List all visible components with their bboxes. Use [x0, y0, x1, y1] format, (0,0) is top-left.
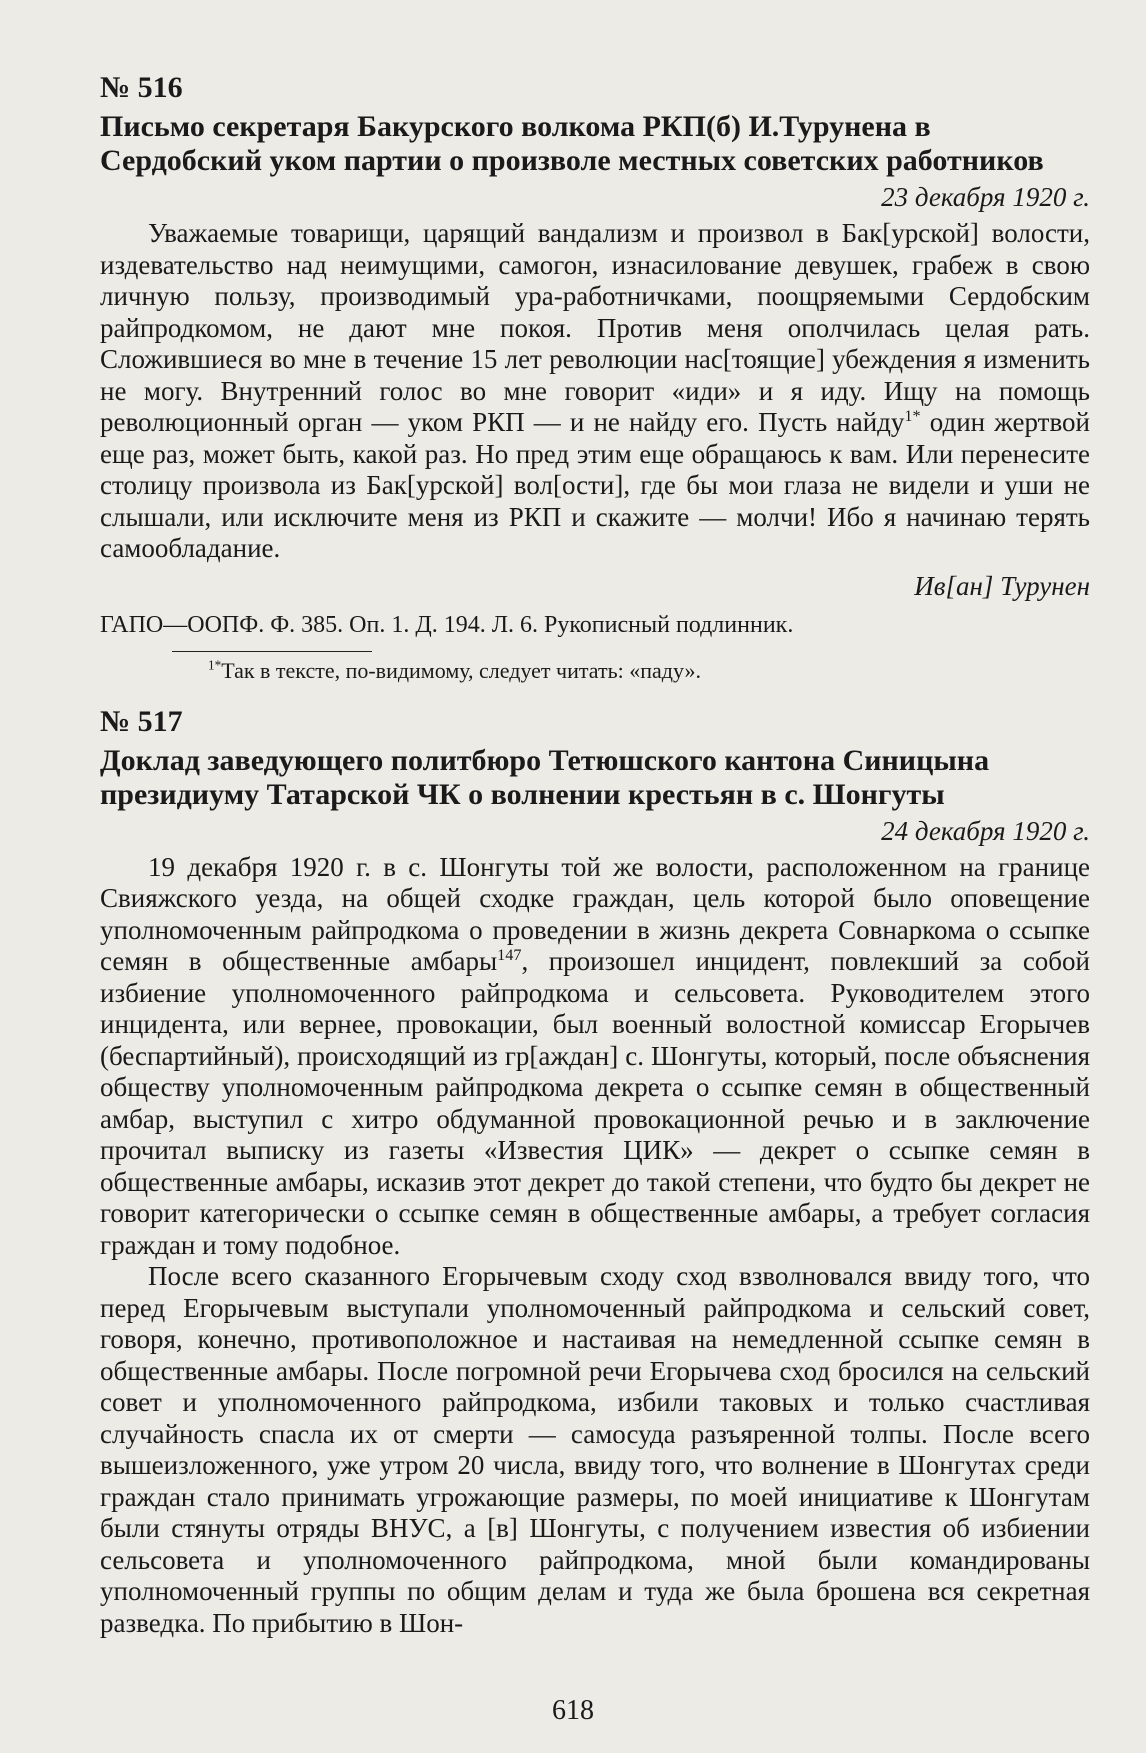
footnote-text: Так в тексте, по-видимому, следует читать: «паду».: [221, 657, 701, 683]
document-number: № 516: [100, 71, 183, 104]
paragraph-text-continued: , произошел инцидент, повлекший за собой избиение уполномоченного райпродкома и сельсовета. Руководителем этого инцидента, или вернее, провокации, был военный волостной комиссар Егорычев (беспартийный), происходящий из гр[аждан] с. Шонгуты, который, после объяснения обществу уполномоченным райпродкома декрета о ссыпке семян в общественный амбар, выступил с хитро обдуманной провокационной речью и в заключение прочитал выписку из газеты «Известия ЦИК» — декрет о ссыпке семян в общественные амбары, исказив этот декрет до такой степени, что будто бы декрет не говорит категорически о ссыпке семян в общественные амбары, а требует согласия граждан и тому подобное.: [100, 946, 1090, 1260]
document-date: 23 декабря 1920 г.: [881, 182, 1090, 212]
endnote-reference: 147: [497, 946, 522, 964]
archive-source: ГАПО—ООПФ. Ф. 385. Оп. 1. Д. 194. Л. 6. Рукописный подлинник.: [100, 611, 794, 638]
footnote-divider: [172, 651, 372, 652]
document-516: [100, 70, 1090, 686]
document-title: Письмо секретаря Бакурского волкома РКП(б) И.Турунена в Сердобский уком партии о произволе местных советских работников: [100, 110, 1044, 177]
body-paragraph: [100, 852, 1090, 1262]
paragraph-text: Уважаемые товарищи, царящий вандализм и произвол в Бак[урской] волости, издевательство над неимущими, самогон, изнасилование девушек, грабеж в свою личную пользу, производимый ура-работничками, поощряемыми Сердобским райпродкомом, не дают мне покоя. Против меня ополчилась целая рать. Сложившиеся во мне в течение 15 лет революции нас[тоящие] убеждения я изменить не могу. Внутренний голос во мне говорит «иди» и я иду. Ищу на помощь революционный орган — уком РКП — и не найду его. Пусть найду: [100, 218, 1090, 437]
body-paragraph: [100, 218, 1090, 565]
paragraph-text: 19 декабря 1920 г. в с. Шонгуты той же волости, расположенном на границе Свияжского уезда, на общей сходке граждан, цель которой было оповещение уполномоченным райпродкома о проведении в жизнь декрета Совнаркома о ссыпке семян в общественные амбары: [100, 851, 1090, 976]
document-517: [100, 704, 1090, 1640]
body-paragraph: После всего сказанного Егорычевым сходу сход взволновался ввиду того, что перед Егорычевым выступали уполномоченный райпродкома и сельский совет, говоря, конечно, противоположное и настаивая на немедленной ссыпке семян в общественные амбары. После погромной речи Егорычева сход бросился на сельский совет и уполномоченного райпродкома, избили таковых и только счастливая случайность спасла их от смерти — самосуда разъяренной толпы. После всего вышеизложенного, уже утром 20 числа, ввиду того, что волнение в Шонгутах среди граждан стало принимать угрожающие размеры, по моей инициативе к Шонгутам были стянуты отряды ВНУС, а [в] Шонгуты, с получением известия об избиении сельсовета и уполномоченного райпродкома, мной были командированы уполномоченный группы по общим делам и туда же была брошена вся секретная разведка. По прибытию в Шон-: [100, 1261, 1090, 1638]
footnote-mark: 1*: [208, 657, 222, 673]
footnote-reference: 1*: [904, 407, 921, 425]
document-date: 24 декабря 1920 г.: [881, 815, 1090, 846]
document-title: Доклад заведующего политбюро Тетюшского кантона Синицына президиуму Татарской ЧК о волнении крестьян в с. Шонгуты: [100, 743, 990, 811]
signature: Ив[ан] Турунен: [914, 570, 1090, 601]
text-column: [100, 70, 1090, 1639]
document-number: № 517: [100, 704, 183, 738]
paragraph-text-continued: один жертвой еще раз, может быть, какой раз. Но пред этим еще обращаюсь к вам. Или перенесите столицу произвола из Бак[урской] вол[ости], где бы мои глаза не видели и уши не слышали, или исключите меня из РКП и скажите — молчи! Ибо я начинаю терять самообладание.: [100, 407, 1090, 563]
footnote: [208, 656, 1090, 686]
page-number: 618: [552, 1695, 594, 1726]
